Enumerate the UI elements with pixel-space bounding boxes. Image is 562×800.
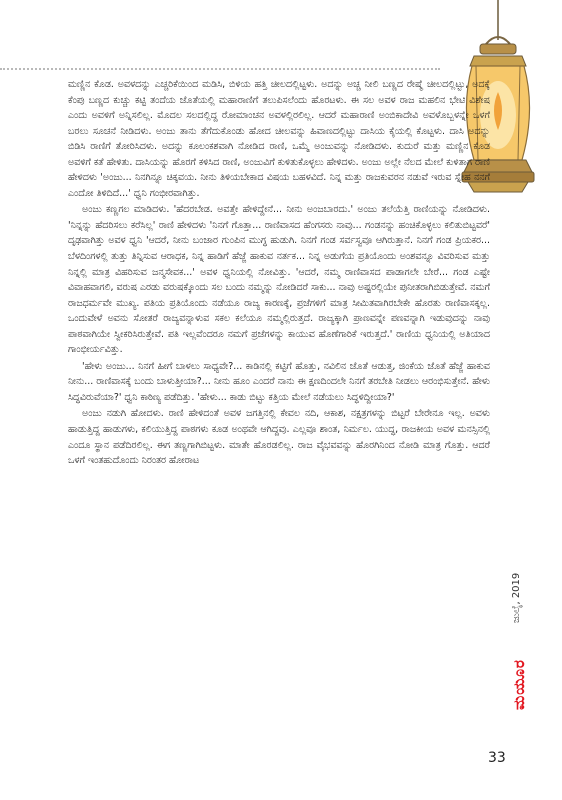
- issue-date: ಜುಲೈ, 2019: [511, 572, 522, 624]
- paragraph-1: ಮಣ್ಣಿನ ಕೊಡ. ಅವಳದನ್ನು ಎಚ್ಚರಿಕೆಯಿಂದ ಮಡಿಸಿ, ಬಿಳಿಯ ಹತ್ತಿ ಚೀಲದಲ್ಲಿಟ್ಟಳು. ಅದನ್ನು ಅಚ್ಚ ನೀಲಿ ಬಣ್ಣದ ರೇಷ್ಮೆ ಚೀಲದಲ್ಲಿಟ್ಟು, ಅದಕ್ಕೆ ಕೆಂಪು ಬಣ್ಣದ ಕುಚ್ಚು ಕಟ್ಟಿ ತಂದೆಯ ಜೊತೆಯಲ್ಲಿ ಮಹಾರಾಣಿಗೆ ತಲುಪಿಸಲೆಂದು ಹೊರಟಳು. ಈ ಸಲ ಅವಳ ರಾಜ ಮಹಲಿನ ಭೇಟಿ ವಿಶೇಷ ಎಂದು ಅವಳಿಗೆ ಅನ್ನಿಸಲಿಲ್ಲ. ಮೊದಲ ಸಲದಲ್ಲಿದ್ದ ರೋಮಾಂಚನ ಅವಳಲ್ಲಿರಲಿಲ್ಲ. ಆದರೆ ಮಹಾರಾಣಿ ಅಂಬಿಕಾದೇವಿ ಅವಳೊಬ್ಬಳನ್ನೇ ಒಳಗೆ ಬರಲು ಸೂಚನೆ ನೀಡಿದಳು. ಅಂಜು ತಾನು ತೆಗೆದುಕೊಂಡು ಹೋದ ಚೀಲವನ್ನು ಹಿವಾಣದಲ್ಲಿಟ್ಟು ದಾಸಿಯ ಕೈಯಲ್ಲಿ ಕೊಟ್ಟಳು. ದಾಸಿ ಅದನ್ನು ಬಿಡಿಸಿ ರಾಣಿಗೆ ತೋರಿಸಿದಳು. ಅದನ್ನು ಕೂಲಂಕಶವಾಗಿ ನೋಡಿದ ರಾಣಿ, ಒಮ್ಮೆ ಅಂಜುವನ್ನು ನೋಡಿದಳು. ಕುದುರೆ ಮತ್ತು ಮಣ್ಣಿನ ಕೊಡ ಅವಳಿಗೆ ಕತೆ ಹೇಳಿತು. ದಾಸಿಯನ್ನು ಹೊರಗೆ ಕಳಿಸಿದ ರಾಣಿ, ಅಂಜುವಿಗೆ ಕುಳಿತುಕೊಳ್ಳಲು ಹೇಳಿದಳು. ಅಂಜು ಅಲ್ಲೇ ನೆಲದ ಮೇಲೆ ಕುಳಿತಾಗ ರಾಣಿ ಹೇಳಿದಳು 'ಅಂಜು... ನಿನಗಿನ್ನೂ ಚಿಕ್ಕವಯ. ನೀನು ತಿಳಿಯಬೇಕಾದ ವಿಷಯ ಬಹಳವಿದೆ. ನಿನ್ನ ಮತ್ತು ರಾಜಕುವರನ ನಡುವೆ ಇರುವ ಸ್ನೇಹ ನನಗೆ ಎಂದೋ ತಿಳಿದಿದೆ...' ಧ್ವನಿ ಗಂಭೀರವಾಗಿತ್ತು.: [68, 79, 490, 199]
- paragraph-3: 'ಹೇಳು ಅಂಜು... ನಿನಗೆ ಹೀಗೆ ಬಾಳಲು ಸಾಧ್ಯವೇ?... ಕಾಡಿನಲ್ಲಿ ಕಟ್ಟಿಗೆ ಹೊತ್ತು, ನವಿಲಿನ ಜೊತೆ ಆಡುತ್ತ, ಜಿಂಕೆಯ ಜೊತೆ ಹೆಜ್ಜೆ ಹಾಕುವ ನೀನು... ರಾಣಿವಾಸಕ್ಕೆ ಬಂದು ಬಾಳುತ್ತೀಯಾ?... ನೀನು ಹೂಂ ಎಂದರೆ ನಾನು ಈ ಕ್ಷಣದಿಂದಲೇ ನಿನಗೆ ತರಬೇತಿ ನೀಡಲು ಆರಂಭಿಸುತ್ತೇನೆ. ಹೇಳು ಸಿದ್ಧವಿರುವೆಯಾ?' ಧ್ವನಿ ಕಾಠಿಣ್ಯ ಪಡೆದಿತ್ತು. 'ಹೇಳು... ಕಾಡು ಬಿಟ್ಟು ಕತ್ತಿಯ ಮೇಲೆ ನಡೆಯಲು ಸಿದ್ಧಳಿದ್ದೀಯಾ?': [68, 360, 490, 403]
- page-number: 33: [488, 750, 506, 766]
- magazine-name: ಮಯೂರ: [510, 659, 528, 711]
- top-dotted-rule: [0, 68, 440, 70]
- paragraph-2: ಅಂಜು ಕಣ್ಣಗಲ ಮಾಡಿದಳು. 'ಹೆದರಬೇಡ. ಅವತ್ತೇ ಹೇಳಿದ್ದೇನೆ... ನೀನು ಅಂಜಬಾರದು.' ಅಂಜು ತಲೆಯೆತ್ತಿ ರಾಣಿಯನ್ನು ನೋಡಿದಳು. 'ನಿನ್ನನ್ನು ಹೆದರಿಸಲು ಕರೆಸಿಲ್ಲ' ರಾಣಿ ಹೇಳಿದಳು 'ನಿನಗೆ ಗೊತ್ತಾ... ರಾಣಿವಾಸದ ಹೆಂಗಸರು ನಾವು... ಗಂಡನನ್ನು ಹಂಚಿಕೊಳ್ಳಲು ಕಲಿತುಬಿಟ್ಟವರೆ' ದೃಢವಾಗಿತ್ತು ಅವಳ ಧ್ವನಿ 'ಆದರೆ, ನೀನು ಬಂಜಾರ ಗುಂಪಿನ ಮುಗ್ಧ ಹುಡುಗಿ. ನಿನಗೆ ಗಂಡ ಸರ್ವಸ್ವವೂ ಆಗಿರುತ್ತಾನೆ. ನಿನಗೆ ಗಂಡ ಪ್ರಿಯಕರ... ಬೆಳದಿಂಗಳಲ್ಲಿ ತುತ್ತು ತಿನ್ನಿಸುವ ಆರಾಧಕ, ನಿನ್ನ ಹಾಡಿಗೆ ಹೆಜ್ಜೆ ಹಾಕುವ ನರ್ತಕ... ನಿನ್ನ ಅಡುಗೆಯ ಪ್ರತಿಯೊಂದು ಅಂಶವನ್ನೂ ವಿವರಿಸುವ ಮತ್ತು ನಿನ್ನಲ್ಲಿ ಮಾತ್ರ ವಿಹರಿಸುವ ಜನ್ಮಸೇವಕ...' ಅವಳ ಧ್ವನಿಯಲ್ಲಿ ನೋವಿತ್ತು. 'ಆದರೆ, ನಮ್ಮ ರಾಣಿವಾಸದ ಪಾಡಾಗಲೇ ಬೇರೆ... ಗಂಡ ಎಷ್ಟೇ ವಿವಾಹವಾಗಲಿ, ವರುಷ ಎರಡು ವರುಷಕ್ಕೊಂದು ಸಲ ಬಂದು ನಮ್ಮನ್ನು ನೋಡಿದರೆ ಸಾಕು... ನಾವು ಅಷ್ಟರಲ್ಲಿಯೇ ಪುನೀತರಾಗಿಬಿಡುತ್ತೇವೆ. ನಮಗೆ ರಾಜಧರ್ಮವೇ ಮುಖ್ಯ. ಪತಿಯ ಪ್ರತಿಯೊಂದು ನಡೆಯೂ ರಾಜ್ಯ ಕಾರಣಕ್ಕೆ, ಪ್ರಜೆಗಳಿಗೆ ಮಾತ್ರ ಸೀಮಿತವಾಗಿರಬೇಕೇ ಹೊರತು ರಾಣಿವಾಸಕ್ಕಲ್ಲ. ಒಂದುವೇಳೆ ಅವನು ಸೋತರೆ ರಾಜ್ಯವನ್ನಾಳುವ ಸಕಲ ಕಲೆಯೂ ನಮ್ಮಲ್ಲಿರುತ್ತದೆ. ರಾಜ್ಯಕ್ಕಾಗಿ ಪ್ರಾಣವನ್ನೇ ಪಣವನ್ನಾಗಿ ಇಡುವುದನ್ನು ನಾವು ಪಾಠವಾಗಿಯೇ ಸ್ವೀಕರಿಸಿರುತ್ತೇವೆ. ಪತಿ ಇಲ್ಲವೆಂದರೂ ನಮಗೆ ಪ್ರಜೆಗಳನ್ನು ಕಾಯುವ ಹೊಣೆಗಾರಿಕೆ ಇರುತ್ತದೆ.' ರಾಣಿಯ ಧ್ವನಿಯಲ್ಲಿ ಅತಿಯಾದ ಗಾಂಭೀರ್ಯವಿತ್ತು.: [68, 204, 490, 356]
- paragraph-4: ಅಂಜು ನಡುಗಿ ಹೋದಳು. ರಾಣಿ ಹೇಳಿದಂತೆ ಅವಳ ಜಗತ್ತಿನಲ್ಲಿ ಕೇವಲ ನದಿ, ಆಕಾಶ, ನಕ್ಷತ್ರಗಳನ್ನು ಬಿಟ್ಟರೆ ಬೇರೇನೂ ಇಲ್ಲ. ಅವಳು ಹಾಡುತ್ತಿದ್ದ ಹಾಡುಗಳು, ಕಲಿಯುತ್ತಿದ್ದ ಪಾಠಗಳು ಕೂಡ ಅಂಥವೇ ಆಗಿದ್ದವು. ಎಲ್ಲವೂ ಶಾಂತ, ನಿರ್ಮಲ. ಯುದ್ಧ, ರಾಜಕೀಯ ಅವಳ ಮನಸ್ಸಿನಲ್ಲಿ ಎಂದೂ ಸ್ಥಾನ ಪಡೆದಿರಲಿಲ್ಲ. ಈಗ ತಣ್ಣಗಾಗಿಬಿಟ್ಟಳು. ಮಾತೇ ಹೊರಡಲಿಲ್ಲ. ರಾಜ ವೈಭವವನ್ನು ಹೊರಗಿನಿಂದ ನೋಡಿ ಮಾತ್ರ ಗೊತ್ತು. ಆದರೆ ಒಳಗೆ ಇಂತಹುದೊಂದು ನಿರಂತರ ಹೋರಾಟ: [68, 408, 490, 467]
- article-body: [68, 77, 490, 767]
